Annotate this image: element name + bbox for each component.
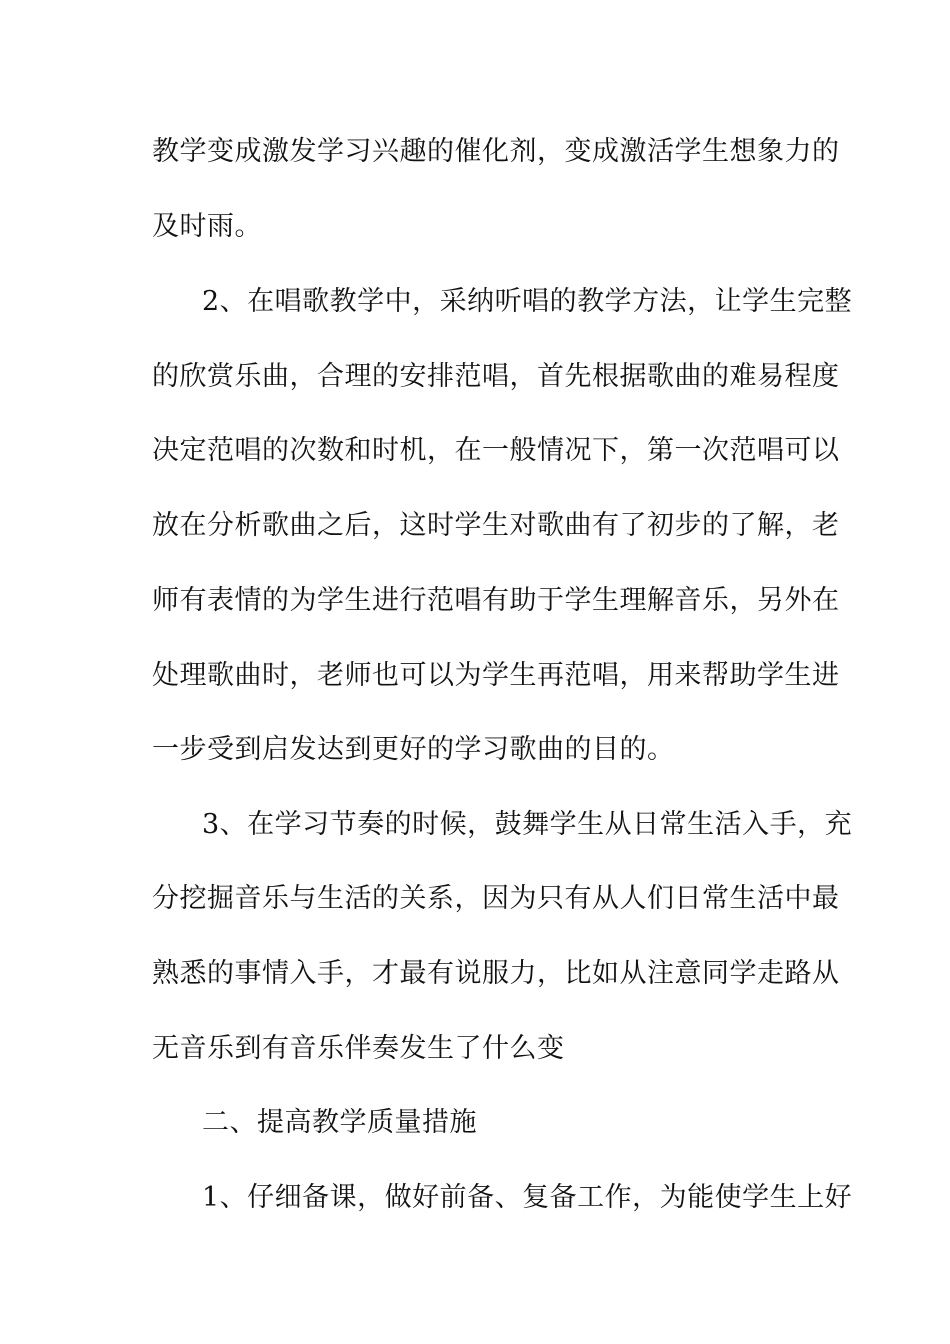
section-heading: 二、提高教学质量措施 xyxy=(202,1107,477,1138)
paragraph-3-start: 3、在学习节奏的时候，鼓舞学生从日常生活入手，充 xyxy=(202,809,853,840)
text-line-11: 分挖掘音乐与生活的关系，因为只有从人们日常生活中最 xyxy=(152,883,840,914)
text-line-6: 放在分析歌曲之后，这时学生对歌曲有了初步的了解，老 xyxy=(152,510,840,541)
text-line-9: 一步受到启发达到更好的学习歌曲的目的。 xyxy=(152,734,675,765)
text-line-7: 师有表情的为学生进行范唱有助于学生理解音乐，另外在 xyxy=(152,585,840,616)
paragraph-2-start: 2、在唱歌教学中，采纳听唱的教学方法，让学生完整 xyxy=(202,286,853,317)
text-line-13: 无音乐到有音乐伴奏发生了什么变 xyxy=(152,1033,565,1064)
paragraph-4-start: 1、仔细备课，做好前备、复备工作，为能使学生上好 xyxy=(202,1182,853,1213)
text-line-12: 熟悉的事情入手，才最有说服力，比如从注意同学走路从 xyxy=(152,958,840,989)
text-line-2: 及时雨。 xyxy=(152,211,262,242)
text-line-4: 的欣赏乐曲，合理的安排范唱，首先根据歌曲的难易程度 xyxy=(152,361,840,392)
text-line-5: 决定范唱的次数和时机，在一般情况下，第一次范唱可以 xyxy=(152,435,840,466)
text-line-1: 教学变成激发学习兴趣的催化剂，变成激活学生想象力的 xyxy=(152,136,840,167)
text-line-8: 处理歌曲时，老师也可以为学生再范唱，用来帮助学生进 xyxy=(152,660,840,691)
